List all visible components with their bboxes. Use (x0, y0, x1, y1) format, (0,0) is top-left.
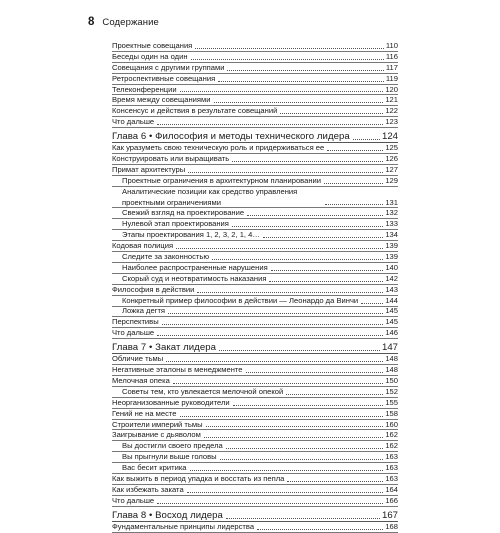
dot-leader (168, 313, 383, 314)
toc-entry-label: Заигрывание с дьяволом (112, 430, 201, 440)
dot-leader (226, 448, 384, 449)
toc-entry-page: 150 (385, 375, 398, 385)
toc-entry-label: Следите за законностью (122, 252, 210, 262)
toc-entry (112, 274, 398, 285)
dot-leader (214, 102, 384, 103)
toc-entry (112, 328, 398, 339)
toc-entry-page: 167 (381, 509, 398, 521)
toc-entry-page: 143 (385, 284, 398, 294)
toc-entry (112, 474, 398, 485)
toc-entry-page: 119 (385, 73, 398, 83)
toc-entry-label: Что дальше (112, 117, 155, 127)
toc-chapter-entry (112, 509, 398, 522)
toc-entry (112, 441, 398, 452)
toc-entry-label: Беседы один на один (112, 51, 188, 61)
toc-entry-label: Примат архитектуры (112, 164, 186, 174)
toc-entry-page: 110 (385, 40, 398, 50)
toc-entry-label: Вы прыгнули выше головы (122, 452, 217, 462)
toc-entry-page: 124 (381, 131, 398, 143)
toc-entry (112, 52, 398, 63)
toc-entry-label: Конструировать или выращивать (112, 154, 230, 163)
toc-entry-label: Этапы проектирования 1, 2, 3, 2, 1, 4… (122, 230, 260, 240)
toc-entry-page: 162 (385, 430, 398, 440)
toc-entry-page: 123 (385, 117, 398, 127)
dot-leader (180, 416, 384, 417)
dot-leader (157, 124, 383, 125)
dot-leader (353, 139, 380, 140)
toc-entry-page: 158 (385, 408, 398, 418)
dot-leader (212, 259, 383, 260)
toc-entry (112, 285, 398, 296)
toc-entry (112, 41, 398, 52)
dot-leader (157, 503, 383, 504)
dot-leader (173, 383, 384, 384)
dot-leader (226, 518, 380, 519)
toc-entry (112, 365, 398, 376)
toc-entry (112, 241, 398, 252)
dot-leader (271, 270, 384, 271)
dot-leader (233, 405, 384, 406)
dot-leader (246, 372, 384, 373)
dot-leader (176, 248, 383, 249)
toc-entry-page: 152 (385, 386, 398, 396)
toc-entry (112, 317, 398, 328)
toc-entry-page: 117 (385, 62, 398, 72)
dot-leader (232, 161, 383, 162)
toc-entry-page: 121 (385, 95, 398, 105)
toc-entry-label: Глава 8 • Восход лидера (112, 509, 223, 521)
toc-entry-label: Ретроспективные совещания (112, 73, 216, 83)
toc-entry-page: 125 (385, 143, 398, 153)
toc-entry (112, 452, 398, 463)
dot-leader (219, 350, 380, 351)
toc-entry-page: 140 (385, 262, 398, 272)
toc-entry-label: Ложка дегтя (122, 306, 166, 316)
toc-entry-label: Гений не на месте (112, 408, 177, 418)
dot-leader (325, 204, 383, 205)
toc-entry (112, 63, 398, 74)
toc-entry (112, 252, 398, 263)
toc-entry-page: 127 (385, 164, 398, 174)
toc-entry-label: Мелочная опека (112, 375, 170, 385)
toc-entry-label: Советы тем, кто увлекается мелочной опекой (122, 386, 284, 396)
dot-leader (204, 437, 384, 438)
toc-entry (112, 296, 398, 307)
toc-chapter-entry (112, 130, 398, 143)
row-divider (112, 532, 398, 533)
toc-entry-page: 148 (385, 354, 398, 364)
dot-leader (197, 292, 383, 293)
toc-entry-page: 163 (385, 452, 398, 462)
toc-entry-page: 163 (385, 473, 398, 483)
toc-entry (112, 219, 398, 230)
toc-entry (112, 187, 398, 209)
toc-entry (112, 387, 398, 398)
toc-entry (112, 154, 398, 165)
toc-entry-label: Глава 7 • Закат лидера (112, 342, 216, 354)
toc-entry-label: Конкретный пример философии в действии — Леонардо да Винчи (122, 295, 359, 305)
toc-entry (112, 376, 398, 387)
dot-leader (286, 394, 383, 395)
toc-entry-label: Обличие тьмы (112, 354, 164, 364)
toc-entry-label: Свежий взгляд на проектирование (122, 208, 245, 218)
dot-leader (324, 183, 383, 184)
toc-entry-label: Скорый суд и неотвратимость наказания (122, 273, 267, 283)
toc-entry-page: 145 (385, 306, 398, 316)
dot-leader (187, 492, 384, 493)
toc-entry (112, 74, 398, 85)
toc-entry-page: 134 (385, 230, 398, 240)
toc-entry-label: Перспективы (112, 317, 159, 327)
page-title: Содержание (102, 17, 159, 28)
toc-entry-page: 160 (385, 419, 398, 429)
toc-entry-label: Как уразуметь свою техническую роль и придерживаться ее (112, 143, 325, 153)
toc-chapter-entry (112, 341, 398, 354)
toc-entry-page: 146 (385, 328, 398, 338)
dot-leader (157, 335, 383, 336)
toc-entry-label: Неорганизованные руководители (112, 397, 230, 407)
toc-entry (112, 409, 398, 420)
dot-leader (361, 303, 383, 304)
toc-entry-page: 166 (385, 495, 398, 505)
toc-entry-page: 139 (385, 241, 398, 251)
dot-leader (206, 426, 384, 427)
page-header (88, 16, 159, 32)
toc-entry-page: 122 (385, 106, 398, 116)
dot-leader (191, 59, 384, 60)
toc-entry-page: 142 (385, 273, 398, 283)
toc-entry (112, 117, 398, 128)
toc-entry (112, 522, 398, 533)
row-divider (112, 338, 398, 339)
dot-leader (232, 226, 383, 227)
dot-leader (188, 172, 383, 173)
toc-entry (112, 263, 398, 274)
dot-leader (280, 113, 383, 114)
toc-entry-label: Проектные ограничения в архитектурном планировании (122, 175, 322, 185)
toc-entry (112, 485, 398, 496)
toc-entry (112, 85, 398, 96)
toc-entry-page: 162 (385, 441, 398, 451)
toc-entry-label: Кодовая полиция (112, 241, 174, 251)
toc-entry (112, 463, 398, 474)
toc-entry (112, 230, 398, 241)
page-number: 8 (88, 16, 95, 28)
toc-entry (112, 143, 398, 154)
toc-entry (112, 420, 398, 431)
toc-entry-label: Как выжить в период упадка и восстать из пепла (112, 473, 285, 483)
toc-entry (112, 106, 398, 117)
toc-entry-label: Что дальше (112, 495, 155, 505)
row-divider (112, 127, 398, 128)
toc-entry (112, 176, 398, 187)
dot-leader (327, 150, 383, 151)
toc-entry-page: 132 (385, 208, 398, 218)
toc-entry-page: 120 (385, 84, 398, 94)
toc-entry (112, 354, 398, 365)
toc-entry-page: 144 (385, 295, 398, 305)
toc-entry-page: 148 (385, 365, 398, 375)
toc-entry (112, 95, 398, 106)
toc-entry-label: Вас бесит критика (122, 463, 187, 473)
dot-leader (263, 237, 383, 238)
toc-entry-label: Строители империй тьмы (112, 419, 203, 429)
dot-leader (218, 81, 384, 82)
toc-entry-label: Совещания с другими группами (112, 62, 225, 72)
toc-entry-page: 131 (385, 197, 398, 207)
row-divider (112, 506, 398, 507)
dot-leader (166, 361, 383, 362)
toc-entry (112, 398, 398, 409)
toc-entry (112, 165, 398, 176)
toc-entry-label: Аналитические позиции как средство управления проектными ограничениями (122, 186, 298, 207)
toc-entry-page: 168 (385, 521, 398, 531)
toc-entry (112, 430, 398, 441)
toc-entry-page: 163 (385, 463, 398, 473)
dot-leader (287, 481, 383, 482)
toc-entry-page: 145 (385, 317, 398, 327)
dot-leader (247, 215, 383, 216)
toc-entry-page: 126 (385, 154, 398, 163)
dot-leader (190, 470, 384, 471)
toc-entry-label: Философия в действии (112, 284, 195, 294)
toc-entry-label: Время между совещаниями (112, 95, 211, 105)
toc-entry-page: 139 (385, 252, 398, 262)
toc-entry (112, 307, 398, 318)
dot-leader (162, 324, 384, 325)
toc-entry-label: Телеконференции (112, 84, 177, 94)
toc-entry-label: Глава 6 • Философия и методы технического лидера (112, 131, 350, 143)
toc-entry-label: Наиболее распространенные нарушения (122, 262, 268, 272)
dot-leader (269, 281, 383, 282)
dot-leader (220, 459, 384, 460)
toc-entry-label: Нулевой этап проектирования (122, 219, 229, 229)
toc-entry-label: Негативные эталоны в менеджменте (112, 365, 243, 375)
toc-entry (112, 496, 398, 507)
dot-leader (195, 48, 384, 49)
toc-entry-label: Консенсус и действия в результате совещаний (112, 106, 278, 116)
toc-entry (112, 208, 398, 219)
table-of-contents (112, 41, 398, 533)
dot-leader (257, 529, 383, 530)
toc-entry-page: 116 (385, 51, 398, 61)
toc-entry-label: Что дальше (112, 328, 155, 338)
dot-leader (227, 70, 383, 71)
dot-leader (180, 91, 384, 92)
toc-entry-page: 155 (385, 397, 398, 407)
toc-entry-label: Как избежать заката (112, 484, 184, 494)
toc-entry-page: 164 (385, 484, 398, 494)
toc-entry-page: 147 (381, 342, 398, 354)
toc-entry-page: 129 (385, 175, 398, 185)
toc-entry-label: Проектные совещания (112, 40, 193, 50)
toc-entry-label: Фундаментальные принципы лидерства (112, 521, 255, 531)
toc-entry-page: 133 (385, 219, 398, 229)
toc-entry-label: Вы достигли своего предела (122, 441, 223, 451)
